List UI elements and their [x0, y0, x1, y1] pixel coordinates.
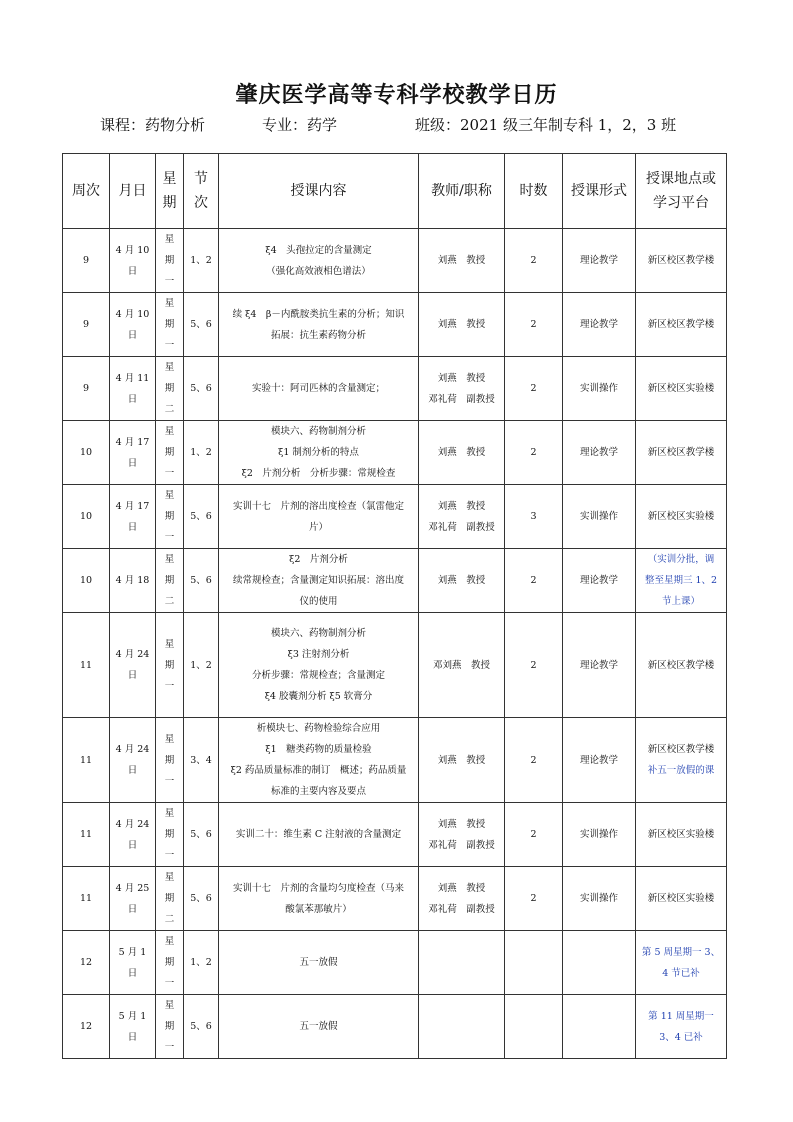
- cell-line: ξ4 胶囊剂分析 ξ5 软膏分: [264, 691, 373, 702]
- cell-line: 新区校区教学楼: [647, 319, 715, 330]
- content-cell: [219, 485, 419, 549]
- week-cell: 10: [63, 485, 110, 549]
- cell-line: 续常规检查；含量测定知识拓展：溶出度: [232, 575, 404, 586]
- cell-line: 第 5 周星期一 3、: [641, 946, 721, 958]
- weekday-cell: [156, 549, 184, 613]
- header-teacher: 教师/职称: [419, 154, 505, 229]
- cell-line: 邓礼荷 副教授: [428, 903, 495, 915]
- cell-line: 五一放假: [299, 1021, 338, 1032]
- cell-line: 星: [164, 733, 175, 745]
- cell-line: 期: [164, 319, 175, 330]
- hours-cell: 2: [505, 718, 563, 803]
- cell-line: 刘燕 教授: [437, 575, 486, 586]
- content-cell: [219, 613, 419, 718]
- cell-line: 标准的主要内容及要点: [270, 786, 366, 797]
- cell-line: 一: [164, 276, 175, 287]
- weekday-cell: [156, 718, 184, 803]
- content-cell: [219, 357, 419, 421]
- place-cell: [636, 995, 727, 1059]
- place-cell: [636, 613, 727, 718]
- hours-cell: 2: [505, 293, 563, 357]
- teaching-calendar-table: [62, 153, 727, 1059]
- content-cell: [219, 931, 419, 995]
- cell-line: 3、4 已补: [659, 1031, 703, 1043]
- cell-line: 日: [127, 457, 138, 469]
- weekday-cell: [156, 229, 184, 293]
- header-week: 周次: [63, 154, 110, 229]
- period-cell: 3、4: [184, 718, 219, 803]
- week-cell: 9: [63, 293, 110, 357]
- period-cell: 1、2: [184, 931, 219, 995]
- teacher-cell: [419, 293, 505, 357]
- header-place: 授课地点或 学习平台: [636, 154, 727, 229]
- content-cell: [219, 718, 419, 803]
- cell-line: 实训十七 片剂的溶出度检查（氯雷他定: [232, 500, 404, 512]
- cell-line: 期: [164, 447, 175, 458]
- week-cell: 10: [63, 421, 110, 485]
- weekday-cell: [156, 293, 184, 357]
- table-row: [63, 613, 727, 718]
- weekday-cell: [156, 421, 184, 485]
- teacher-cell: [419, 549, 505, 613]
- week-cell: 12: [63, 995, 110, 1059]
- cell-line: 日: [127, 393, 138, 405]
- date-cell: [110, 293, 156, 357]
- cell-line: 星: [164, 872, 175, 883]
- header-row: [63, 154, 727, 229]
- period-cell: 5、6: [184, 485, 219, 549]
- place-cell: [636, 718, 727, 803]
- place-cell: [636, 293, 727, 357]
- cell-line: 4 月 11: [115, 372, 150, 384]
- cell-line: 4 月 24: [115, 649, 150, 660]
- cell-line: 日: [127, 1031, 138, 1043]
- cell-line: 续 ξ4 β－内酰胺类抗生素的分析；知识: [232, 308, 405, 320]
- header-content: 授课内容: [219, 154, 419, 229]
- cell-line: 4 月 10: [115, 244, 150, 256]
- teacher-cell: [419, 357, 505, 421]
- header-date: 月日: [110, 154, 156, 229]
- cell-line: 新区校区实验楼: [647, 383, 715, 394]
- cell-line: 日: [127, 765, 138, 776]
- cell-line: 实训十七 片剂的含量均匀度检查（马来: [232, 882, 404, 894]
- cell-line: 日: [127, 521, 138, 533]
- form-cell: 理论教学: [563, 421, 636, 485]
- date-cell: [110, 931, 156, 995]
- cell-line: 星: [164, 490, 175, 501]
- class-label: 班级：2021 级三年制专科 1，2，3 班: [415, 116, 677, 134]
- date-cell: [110, 421, 156, 485]
- hours-cell: 2: [505, 357, 563, 421]
- cell-line: 期: [164, 893, 175, 904]
- form-cell: 实训操作: [563, 867, 636, 931]
- cell-line: 日: [127, 670, 138, 681]
- cell-line: 一: [164, 978, 175, 989]
- date-cell: [110, 549, 156, 613]
- form-cell: 实训操作: [563, 357, 636, 421]
- cell-line: 第 11 周星期一: [648, 1010, 714, 1022]
- weekday-cell: [156, 803, 184, 867]
- place-cell: [636, 931, 727, 995]
- form-cell: [563, 931, 636, 995]
- cell-line: 期: [164, 255, 175, 266]
- period-cell: 1、2: [184, 229, 219, 293]
- page-title: 肇庆医学高等专科学校教学日历: [235, 82, 558, 108]
- cell-line: 节上课）: [661, 596, 700, 607]
- cell-line: ξ2 片剂分析: [289, 554, 348, 565]
- cell-line: 析模块七、药物检验综合应用: [256, 723, 381, 734]
- cell-line: 一: [164, 1042, 175, 1053]
- week-cell: 9: [63, 357, 110, 421]
- cell-line: 5 月 1: [118, 946, 147, 958]
- content-cell: [219, 549, 419, 613]
- hours-cell: 2: [505, 803, 563, 867]
- weekday-cell: [156, 995, 184, 1059]
- major-label: 专业：药学: [262, 116, 338, 134]
- cell-line: 4 节已补: [662, 967, 700, 979]
- cell-line: 日: [127, 839, 138, 851]
- table-row: [63, 931, 727, 995]
- cell-line: 刘燕 教授: [437, 372, 486, 384]
- cell-line: 期: [164, 659, 175, 671]
- content-cell: [219, 867, 419, 931]
- place-cell: [636, 229, 727, 293]
- cell-line: 一: [164, 468, 175, 479]
- date-cell: [110, 229, 156, 293]
- cell-line: 实训二十：维生素 C 注射液的含量测定: [235, 829, 402, 840]
- cell-line: ξ1 制剂分析的特点: [278, 447, 359, 458]
- date-cell: [110, 803, 156, 867]
- period-cell: 5、6: [184, 549, 219, 613]
- hours-cell: 2: [505, 549, 563, 613]
- cell-line: 刘燕 教授: [437, 447, 486, 458]
- cell-line: 星: [164, 234, 175, 245]
- cell-line: 整至星期三 1、2: [644, 575, 718, 586]
- cell-line: 刘燕 教授: [437, 500, 486, 512]
- hours-cell: [505, 931, 563, 995]
- cell-line: 期: [164, 1021, 175, 1032]
- cell-line: 刘燕 教授: [437, 882, 486, 894]
- cell-line: 新区校区教学楼: [647, 744, 715, 755]
- cell-line: 邓礼荷 副教授: [428, 521, 495, 533]
- cell-line: 二: [164, 596, 175, 607]
- cell-line: 刘燕 教授: [437, 319, 486, 330]
- cell-line: 期: [164, 957, 175, 968]
- cell-line: 日: [127, 329, 138, 341]
- cell-line: 二: [164, 404, 175, 415]
- cell-line: 新区校区实验楼: [647, 893, 715, 904]
- form-cell: 实训操作: [563, 803, 636, 867]
- cell-line: 星: [164, 1000, 175, 1011]
- hours-cell: [505, 995, 563, 1059]
- cell-line: 4 月 17: [115, 500, 150, 512]
- hours-cell: 3: [505, 485, 563, 549]
- cell-line: 新区校区实验楼: [647, 829, 715, 840]
- weekday-cell: [156, 357, 184, 421]
- cell-line: 星: [164, 638, 175, 650]
- content-cell: [219, 229, 419, 293]
- cell-line: 星: [164, 426, 175, 437]
- week-cell: 11: [63, 718, 110, 803]
- header-period: 节 次: [184, 154, 219, 229]
- week-cell: 11: [63, 613, 110, 718]
- hours-cell: 2: [505, 421, 563, 485]
- cell-line: 刘燕 教授: [437, 754, 486, 766]
- table-row: [63, 803, 727, 867]
- place-cell: [636, 803, 727, 867]
- period-cell: 5、6: [184, 293, 219, 357]
- cell-line: 期: [164, 511, 175, 522]
- content-cell: [219, 803, 419, 867]
- cell-line: 4 月 24: [115, 818, 150, 830]
- date-cell: [110, 613, 156, 718]
- table-row: [63, 485, 727, 549]
- date-cell: [110, 995, 156, 1059]
- hours-cell: 2: [505, 613, 563, 718]
- cell-line: ξ2 片剂分析 分析步骤：常规检查: [241, 468, 396, 479]
- place-cell: [636, 421, 727, 485]
- weekday-cell: [156, 931, 184, 995]
- cell-line: 4 月 17: [115, 436, 150, 448]
- cell-line: 刘燕 教授: [437, 255, 486, 266]
- cell-line: 星: [164, 362, 175, 373]
- cell-line: 4 月 18: [115, 575, 150, 586]
- week-cell: 11: [63, 867, 110, 931]
- week-cell: 9: [63, 229, 110, 293]
- form-cell: 理论教学: [563, 549, 636, 613]
- table-row: [63, 421, 727, 485]
- cell-line: 一: [164, 680, 175, 692]
- table-row: [63, 229, 727, 293]
- period-cell: 1、2: [184, 421, 219, 485]
- period-cell: 1、2: [184, 613, 219, 718]
- cell-line: 新区校区教学楼: [647, 255, 715, 266]
- cell-line: ξ1 糖类药物的质量检验: [265, 744, 372, 755]
- place-cell: [636, 549, 727, 613]
- place-cell: [636, 867, 727, 931]
- teacher-cell: [419, 718, 505, 803]
- weekday-cell: [156, 867, 184, 931]
- teacher-cell: [419, 229, 505, 293]
- table-row: [63, 867, 727, 931]
- cell-line: 模块六、药物制剂分析: [270, 426, 366, 437]
- cell-line: 星: [164, 298, 175, 309]
- weekday-cell: [156, 613, 184, 718]
- cell-line: 一: [164, 775, 175, 787]
- table-row: [63, 549, 727, 613]
- form-cell: 实训操作: [563, 485, 636, 549]
- cell-line: （强化高效液相色谱法）: [266, 265, 371, 277]
- teacher-cell: [419, 803, 505, 867]
- date-cell: [110, 718, 156, 803]
- cell-line: 分析步骤：常规检查；含量测定: [251, 670, 385, 681]
- cell-line: 模块六、药物制剂分析: [270, 628, 366, 639]
- cell-line: 一: [164, 340, 175, 351]
- cell-line: 一: [164, 850, 175, 861]
- cell-line: 邓刘燕 教授: [432, 659, 490, 671]
- form-cell: 理论教学: [563, 293, 636, 357]
- cell-line: 期: [164, 754, 175, 766]
- week-cell: 10: [63, 549, 110, 613]
- header-hours: 时数: [505, 154, 563, 229]
- teacher-cell: [419, 931, 505, 995]
- header-weekday: 星 期: [156, 154, 184, 229]
- place-cell: [636, 485, 727, 549]
- form-cell: 理论教学: [563, 229, 636, 293]
- cell-line: 五一放假: [299, 957, 338, 968]
- hours-cell: 2: [505, 229, 563, 293]
- cell-line: 酸氯苯那敏片）: [285, 903, 352, 915]
- cell-line: （实训分批，调: [647, 554, 715, 565]
- teacher-cell: [419, 613, 505, 718]
- table-row: [63, 995, 727, 1059]
- cell-line: 新区校区教学楼: [647, 447, 715, 458]
- table-row: [63, 357, 727, 421]
- teacher-cell: [419, 485, 505, 549]
- cell-line: 补五一放假的课: [647, 765, 715, 776]
- cell-line: 4 月 25: [115, 882, 150, 894]
- cell-line: 新区校区实验楼: [647, 511, 715, 522]
- cell-line: 4 月 10: [115, 308, 150, 320]
- course-label: 课程：药物分析: [100, 116, 206, 134]
- cell-line: 新区校区教学楼: [647, 659, 715, 671]
- cell-line: 片）: [308, 521, 328, 533]
- cell-line: ξ4 头孢拉定的含量测定: [265, 244, 372, 256]
- cell-line: 实验十：阿司匹林的含量测定；: [251, 383, 385, 394]
- form-cell: [563, 995, 636, 1059]
- table-row: [63, 718, 727, 803]
- week-cell: 12: [63, 931, 110, 995]
- cell-line: 5 月 1: [118, 1010, 147, 1022]
- form-cell: 理论教学: [563, 613, 636, 718]
- content-cell: [219, 293, 419, 357]
- place-cell: [636, 357, 727, 421]
- period-cell: 5、6: [184, 995, 219, 1059]
- cell-line: ξ2 药品质量标准的制订 概述；药品质量: [230, 765, 407, 776]
- cell-line: 邓礼荷 副教授: [428, 393, 495, 405]
- date-cell: [110, 867, 156, 931]
- period-cell: 5、6: [184, 867, 219, 931]
- cell-line: 仪的使用: [299, 596, 338, 607]
- cell-line: 期: [164, 829, 175, 840]
- cell-line: 拓展：抗生素药物分析: [270, 329, 366, 341]
- cell-line: 日: [127, 967, 138, 979]
- content-cell: [219, 421, 419, 485]
- date-cell: [110, 485, 156, 549]
- header-form: 授课形式: [563, 154, 636, 229]
- teacher-cell: [419, 421, 505, 485]
- teacher-cell: [419, 995, 505, 1059]
- cell-line: 日: [127, 265, 138, 277]
- cell-line: 邓礼荷 副教授: [428, 839, 495, 851]
- period-cell: 5、6: [184, 803, 219, 867]
- content-cell: [219, 995, 419, 1059]
- table-row: [63, 293, 727, 357]
- cell-line: 刘燕 教授: [437, 818, 486, 830]
- cell-line: 期: [164, 383, 175, 394]
- cell-line: 星: [164, 554, 175, 565]
- cell-line: 一: [164, 532, 175, 543]
- hours-cell: 2: [505, 867, 563, 931]
- cell-line: 日: [127, 903, 138, 915]
- week-cell: 11: [63, 803, 110, 867]
- form-cell: 理论教学: [563, 718, 636, 803]
- cell-line: 二: [164, 914, 175, 925]
- cell-line: 期: [164, 575, 175, 586]
- date-cell: [110, 357, 156, 421]
- period-cell: 5、6: [184, 357, 219, 421]
- cell-line: 星: [164, 936, 175, 947]
- cell-line: 星: [164, 808, 175, 819]
- cell-line: 4 月 24: [115, 744, 150, 755]
- weekday-cell: [156, 485, 184, 549]
- teacher-cell: [419, 867, 505, 931]
- cell-line: ξ3 注射剂分析: [287, 649, 350, 660]
